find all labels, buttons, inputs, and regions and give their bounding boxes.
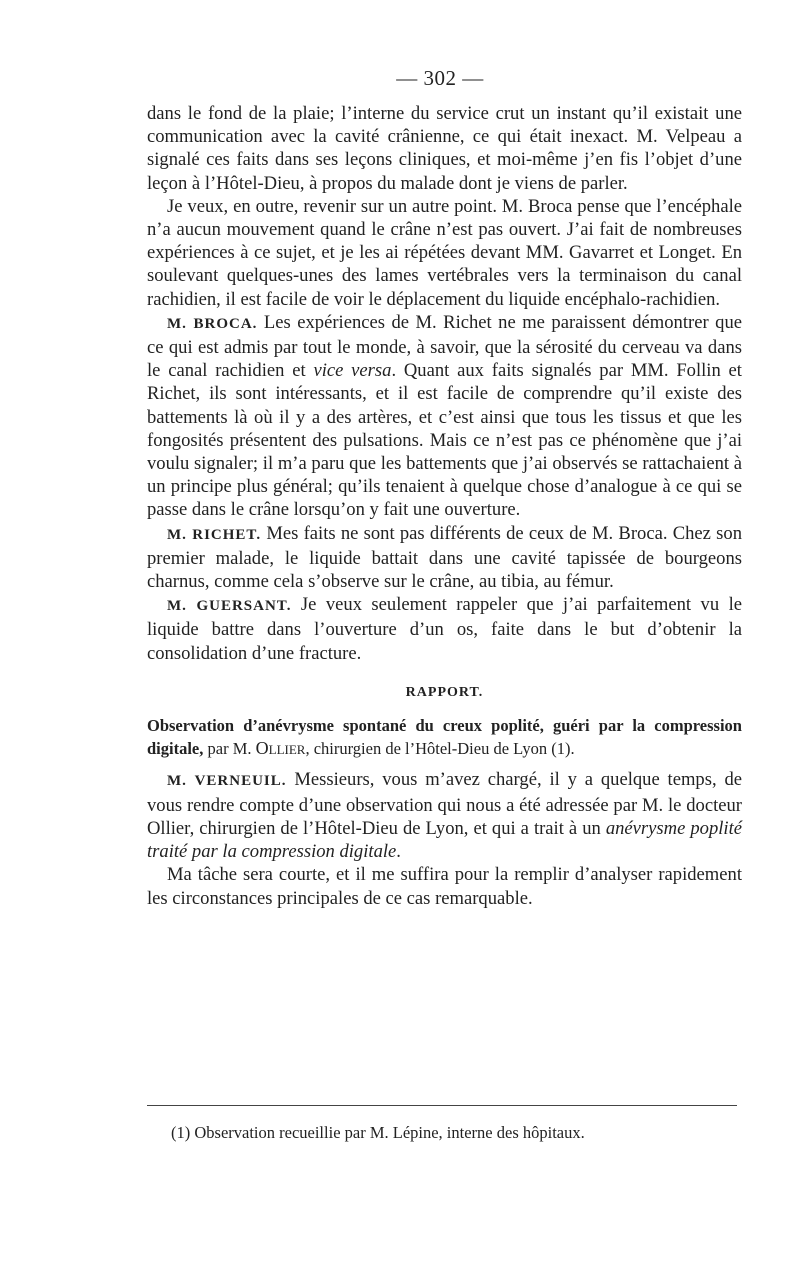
footnote: (1) Observation recueillie par M. Lépine, interne des hôpitaux. (171, 1123, 585, 1142)
observation-author: Ollier (255, 738, 306, 759)
paragraph-text: Les expériences de M. Richet ne me paraissent démontrer que ce qui est admis par tout le monde, à savoir, que la sérosité du cerveau va dans le canal rachidien et (147, 311, 742, 382)
footnote-divider (147, 1105, 737, 1106)
paragraph-text: Messieurs, vous m’avez chargé, il y a quelque temps, de vous rendre compte d’une observation qui nous a été adressée par M. le docteur Ollier, chirurgien de l’Hôtel-Dieu de Lyon, et qui a trait à un (147, 769, 742, 839)
paragraph-text: dans le fond de la plaie; l’interne du service crut un instant qu’il existait une communication avec la cavité crânienne, ce qui était inexact. M. Velpeau a signalé ces faits dans ses leçons cliniques, et moi-même j’en fis l’objet d’une leçon à l’Hôtel-Dieu, à propos du malade dont je viens de parler. (147, 103, 742, 194)
observation-title (147, 714, 742, 760)
paragraph-guersant (147, 593, 742, 665)
italic-phrase: anévrysme poplité traité par la compression digitale (147, 817, 742, 863)
observation-title-bold: Observation d’anévrysme spontané du creux poplité, guéri par la compression digitale, (147, 716, 742, 759)
paragraph-text: . (396, 841, 401, 863)
paragraph-verneuil (147, 768, 742, 863)
paragraph-text: Mes faits ne sont pas différents de ceux de M. Broca. Chez son premier malade, le liquide battait dans une cavité tapissée de bourgeons charnus, comme cela s’observe sur le crâne, au tibia, au fémur. (147, 522, 742, 593)
paragraph-text: Ma tâche sera courte, et il me suffira pour la remplir d’analyser rapidement les circonstances principales de ce cas remarquable. (147, 864, 742, 909)
page-number: — 302 — (396, 66, 484, 90)
section-heading: RAPPORT. (405, 684, 484, 700)
paragraph-text: Je veux, en outre, revenir sur un autre point. M. Broca pense que l’encéphale n’a aucun mouvement quand le crâne n’est pas ouvert. J’ai fait de nombreuses expériences à ce sujet, et je les ai répétées devant MM. Gavarret et Longet. En soulevant quelques-unes des lames vertébrales vers la terminaison du canal rachidien, il est facile de voir le déplacement du liquide encéphalo-rachidien. (147, 195, 742, 310)
paragraph (147, 102, 742, 195)
paragraph-text: Je veux seulement rappeler que j’ai parfaitement vu le liquide battre dans l’ouverture d’un os, faite dans le but d’obtenir la consolidation d’une fracture. (147, 594, 742, 664)
paragraph (147, 195, 742, 311)
paragraph-broca (147, 311, 742, 522)
speaker-name: M. BROCA. (167, 315, 258, 332)
speaker-name: M. VERNEUIL. (167, 773, 287, 790)
body-text (147, 102, 742, 910)
observation-title-rest: , chirurgien de l’Hôtel-Dieu de Lyon (1). (305, 739, 575, 759)
observation-title-by: par M. (203, 739, 256, 759)
paragraph-text: . Quant aux faits signalés par MM. Follin et Richet, ils sont intéressants, et il est facile de comprendre qu’il existe des battements là où il y a des artères, et c’est ainsi que tous les tissus et que les fongosités présentent des pulsations. Mais ce n’est pas ce phénomène que j’ai voulu signaler; il m’a paru que les battements que j’ai observés se rattachaient à un principe plus général; qu’ils tenaient à quelque chose d’analogue à ce qui se passe dans le crâne lorsqu’on y fait une ouverture. (147, 360, 742, 521)
italic-phrase: vice versa (313, 360, 392, 382)
speaker-name: M. GUERSANT. (167, 598, 292, 615)
paragraph-richet (147, 522, 742, 594)
paragraph (147, 863, 742, 909)
speaker-name: M. RICHET. (167, 526, 262, 543)
